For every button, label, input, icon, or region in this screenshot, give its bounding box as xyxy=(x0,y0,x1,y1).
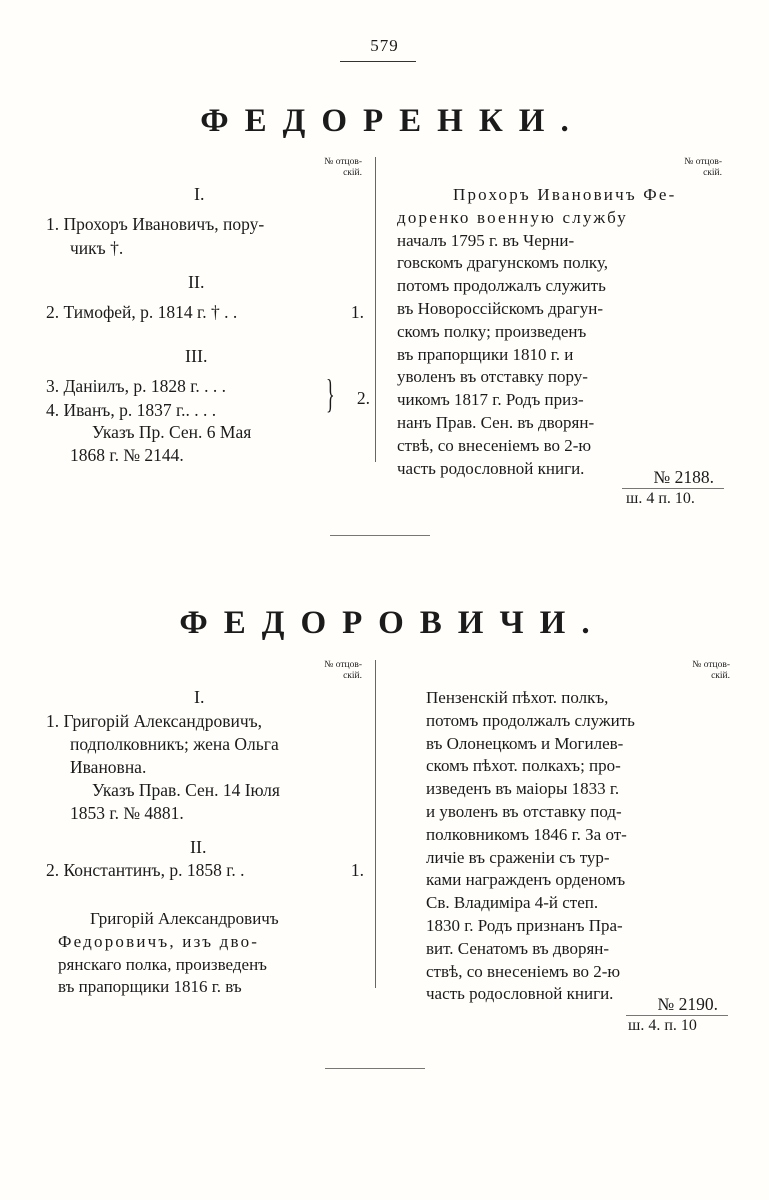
decree-line2-2: 1853 г. № 4881. xyxy=(70,803,184,823)
entry-2-2: 2. Константинъ, р. 1858 г. . xyxy=(46,860,245,880)
entry-4: 4. Иванъ, р. 1837 г.. . . . xyxy=(46,400,217,420)
column-divider xyxy=(375,157,376,462)
bracket-brace: } xyxy=(326,371,335,416)
generation-1: I. xyxy=(194,184,205,204)
record-rule xyxy=(622,488,724,489)
generation-2-2: II. xyxy=(190,837,207,857)
entry-1-line1-2: 1. Григорій Александровичъ, xyxy=(46,711,263,731)
entry-2: 2. Тимофей, р. 1814 г. † . . xyxy=(46,302,238,322)
column-header-right: № отцов- скій. xyxy=(684,157,722,178)
decree-line1: Указъ Пр. Сен. 6 Мая xyxy=(92,422,252,442)
generation-2: II. xyxy=(188,272,205,292)
narrative: Прохоръ Ивановичъ Фе- доренко военную службу началъ 1795 г. въ Черни- говскомъ драгунскомъ полку, потомъ продолжалъ служить въ Новороссійскомъ драгун- скомъ полку; произведенъ въ прапорщики 1810 г. и уволенъ въ отставку пору- чикомъ 1817 г. Родъ приз- нанъ Прав. Сен. въ дворян- ствѣ, со внесеніемъ во 2-ю часть родословной книги. xyxy=(397,185,677,478)
column-divider-2 xyxy=(375,660,376,988)
column-header-left-2: № отцов- скій. xyxy=(324,660,362,681)
record-number-2: № 2190. xyxy=(657,994,718,1014)
entry-1-line2-2: подполковникъ; жена Ольга xyxy=(70,734,279,754)
decree-line2: 1868 г. № 2144. xyxy=(70,445,184,465)
entry-1-line1: 1. Прохоръ Ивановичъ, пору- xyxy=(46,214,265,234)
generation-1-2: I. xyxy=(194,687,205,707)
column-header-right-2: № отцов- скій. xyxy=(692,660,730,681)
column-header-left: № отцов- скій. xyxy=(324,157,362,178)
section-title-fedorenki: ФЕДОРЕНКИ. xyxy=(200,103,585,139)
shelf-mark: ш. 4 п. 10. xyxy=(626,490,695,507)
entry-3: 3. Даніилъ, р. 1828 г. . . . xyxy=(46,376,227,396)
entry-2-index-2: 1. xyxy=(350,860,364,880)
page-number: 579 xyxy=(370,36,399,55)
narrative-left: Григорій Александровичъ Федоровичъ, изъ дво- рянскаго полка, произведенъ въ прапорщики 1816 г. въ xyxy=(58,909,279,997)
entry-1-line3-2: Ивановна. xyxy=(70,757,147,777)
entry-1-line2: чикъ †. xyxy=(70,238,124,258)
record-number: № 2188. xyxy=(653,467,714,487)
decree-line1-2: Указъ Прав. Сен. 14 Іюля xyxy=(92,780,280,800)
section-separator xyxy=(330,535,430,536)
section-title-fedorovichi: ФЕДОРОВИЧИ. xyxy=(179,605,606,641)
entry-34-index: 2. xyxy=(356,388,370,408)
shelf-mark-2: ш. 4. п. 10 xyxy=(628,1017,697,1034)
narrative-right: Пензенскій пѣхот. полкъ, потомъ продолжалъ служить въ Олонецкомъ и Могилев- скомъ пѣхот. полкахъ; про- изведенъ въ маіоры 1833 г. и уволенъ въ отставку под- полковникомъ 1846 г. За от- личіе въ сраженіи съ тур- ками награжденъ орденомъ Св. Владиміра 4-й степ. 1830 г. Родъ признанъ Пра- вит. Сенатомъ въ дворян- ствѣ, со внесеніемъ во 2-ю часть родословной книги. xyxy=(426,688,635,1004)
entry-2-index: 1. xyxy=(350,302,364,322)
generation-3: III. xyxy=(185,346,208,366)
page-number-rule xyxy=(340,61,416,62)
record-rule-2 xyxy=(626,1015,728,1016)
section-separator-2 xyxy=(325,1068,425,1069)
